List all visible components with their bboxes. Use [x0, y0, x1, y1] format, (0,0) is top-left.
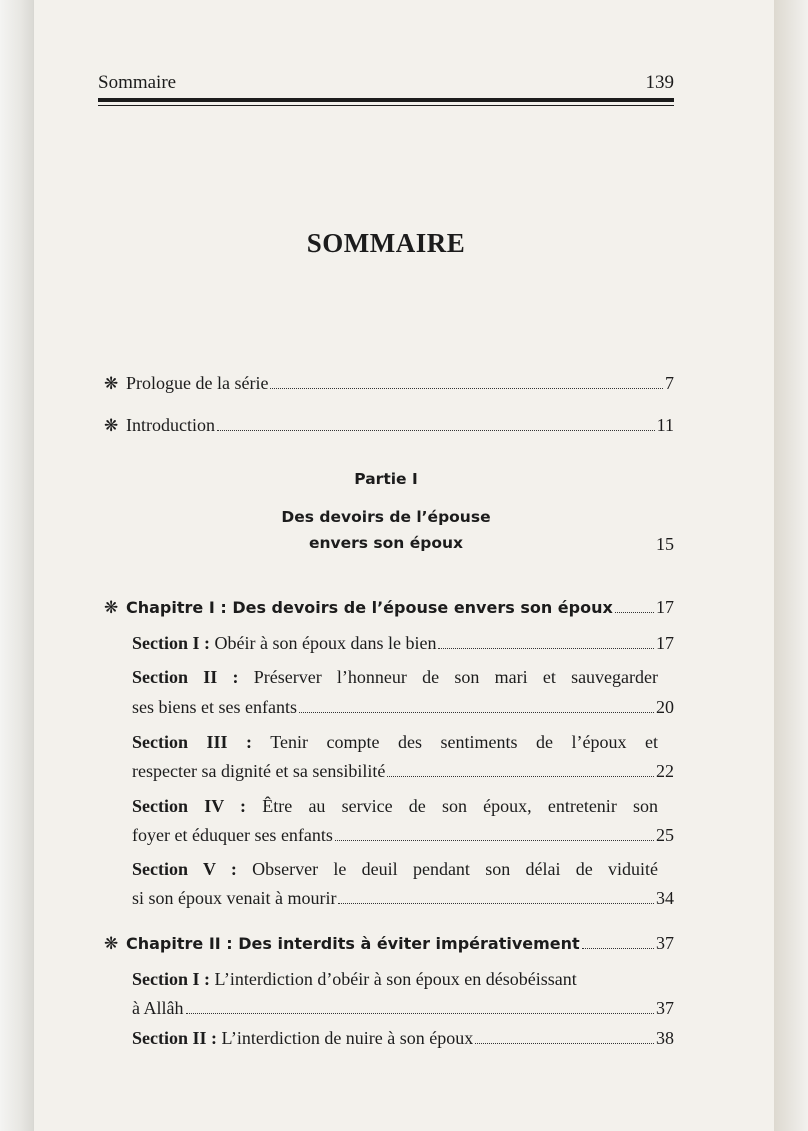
chapter-page: 17	[656, 597, 674, 617]
page-title: SOMMAIRE	[306, 228, 466, 258]
dot-leader	[387, 776, 654, 777]
toc-entry-page: 11	[656, 415, 674, 435]
section-page: 22	[656, 761, 674, 781]
toc-entry-page: 7	[665, 373, 674, 393]
dot-leader	[335, 840, 654, 841]
section-label: Être au service de son époux, entretenir son	[262, 796, 659, 816]
toc-section-1-4-line2	[132, 824, 674, 846]
toc-section-1-5-line2	[132, 887, 674, 909]
dot-leader	[338, 903, 654, 904]
section-label: L’interdiction de nuire à son époux	[221, 1028, 474, 1048]
section-page: 25	[656, 825, 674, 845]
part-title-line2	[98, 534, 674, 552]
dot-leader	[186, 1013, 655, 1014]
part-title-line2-text: envers son époux	[308, 534, 464, 552]
toc-section-2-1-line2	[132, 997, 674, 1019]
section-prefix: Section I :	[132, 633, 210, 653]
toc-entry-prologue	[104, 372, 674, 395]
section-prefix: Section II :	[132, 667, 239, 687]
section-prefix: Section II :	[132, 1028, 217, 1048]
toc-chapter-2	[104, 932, 674, 955]
dot-leader	[270, 388, 663, 389]
section-page: 17	[656, 633, 674, 653]
section-label-cont: si son époux venait à mourir	[132, 888, 337, 908]
header-rule-thin	[98, 105, 674, 106]
book-page	[34, 0, 774, 1131]
section-label-cont: respecter sa dignité et sa sensibilité	[132, 761, 386, 781]
dot-leader	[475, 1043, 654, 1044]
toc-entry-label: Introduction	[126, 415, 215, 435]
dot-leader	[438, 648, 654, 649]
section-page: 20	[656, 697, 674, 717]
asterism-icon: ❋	[104, 598, 119, 617]
section-label-cont: à Allâh	[132, 998, 184, 1018]
section-label: Obéir à son époux dans le bien	[214, 633, 437, 653]
section-label: Observer le deuil pendant son délai de viduité	[252, 859, 658, 879]
toc-section-1-3-line1	[132, 731, 658, 753]
section-prefix: Section V :	[132, 859, 237, 879]
toc-chapter-1	[104, 596, 674, 619]
asterism-icon: ❋	[104, 934, 119, 953]
asterism-icon: ❋	[104, 416, 119, 435]
header-rule-thick	[98, 98, 674, 102]
page-right-edge	[774, 0, 808, 1131]
section-label: Préserver l’honneur de son mari et sauvegarder	[253, 667, 659, 687]
chapter-label: Chapitre II : Des interdits à éviter impérativement	[126, 934, 580, 953]
dot-leader	[217, 430, 655, 431]
part-title-line1: Des devoirs de l’épouse	[281, 508, 491, 526]
section-label: L’interdiction d’obéir à son époux en désobéissant	[214, 969, 577, 989]
toc-section-2-2	[132, 1027, 674, 1049]
running-header	[98, 72, 674, 98]
chapter-page: 37	[656, 933, 674, 953]
toc-section-1-2-line2	[132, 696, 674, 718]
section-page: 37	[656, 998, 674, 1018]
section-prefix: Section IV :	[132, 796, 247, 816]
running-header-title: Sommaire	[98, 72, 177, 93]
toc-section-1-4-line1	[132, 795, 658, 817]
toc-section-1-5-line1	[132, 858, 658, 880]
dot-leader	[615, 612, 654, 613]
section-page: 38	[656, 1028, 674, 1048]
section-page: 34	[656, 888, 674, 908]
toc-entry-label: Prologue de la série	[126, 373, 269, 393]
asterism-icon: ❋	[104, 374, 119, 393]
chapter-label: Chapitre I : Des devoirs de l’épouse envers son époux	[126, 598, 613, 617]
section-prefix: Section I :	[132, 969, 210, 989]
section-label-cont: ses biens et ses enfants	[132, 697, 297, 717]
book-spine-shadow	[0, 0, 34, 1131]
toc-section-1-1	[132, 632, 674, 654]
page-number: 139	[645, 72, 674, 93]
dot-leader	[582, 948, 654, 949]
section-label-cont: foyer et éduquer ses enfants	[132, 825, 333, 845]
toc-section-1-2-line1	[132, 666, 658, 688]
toc-section-2-1-line1	[132, 968, 658, 990]
section-label: Tenir compte des sentiments de l’époux et	[270, 732, 658, 752]
part-label: Partie I	[354, 470, 418, 488]
toc-section-1-3-line2	[132, 760, 674, 782]
toc-entry-introduction	[104, 414, 674, 437]
dot-leader	[299, 712, 654, 713]
part-page: 15	[656, 534, 674, 554]
section-prefix: Section III :	[132, 732, 253, 752]
